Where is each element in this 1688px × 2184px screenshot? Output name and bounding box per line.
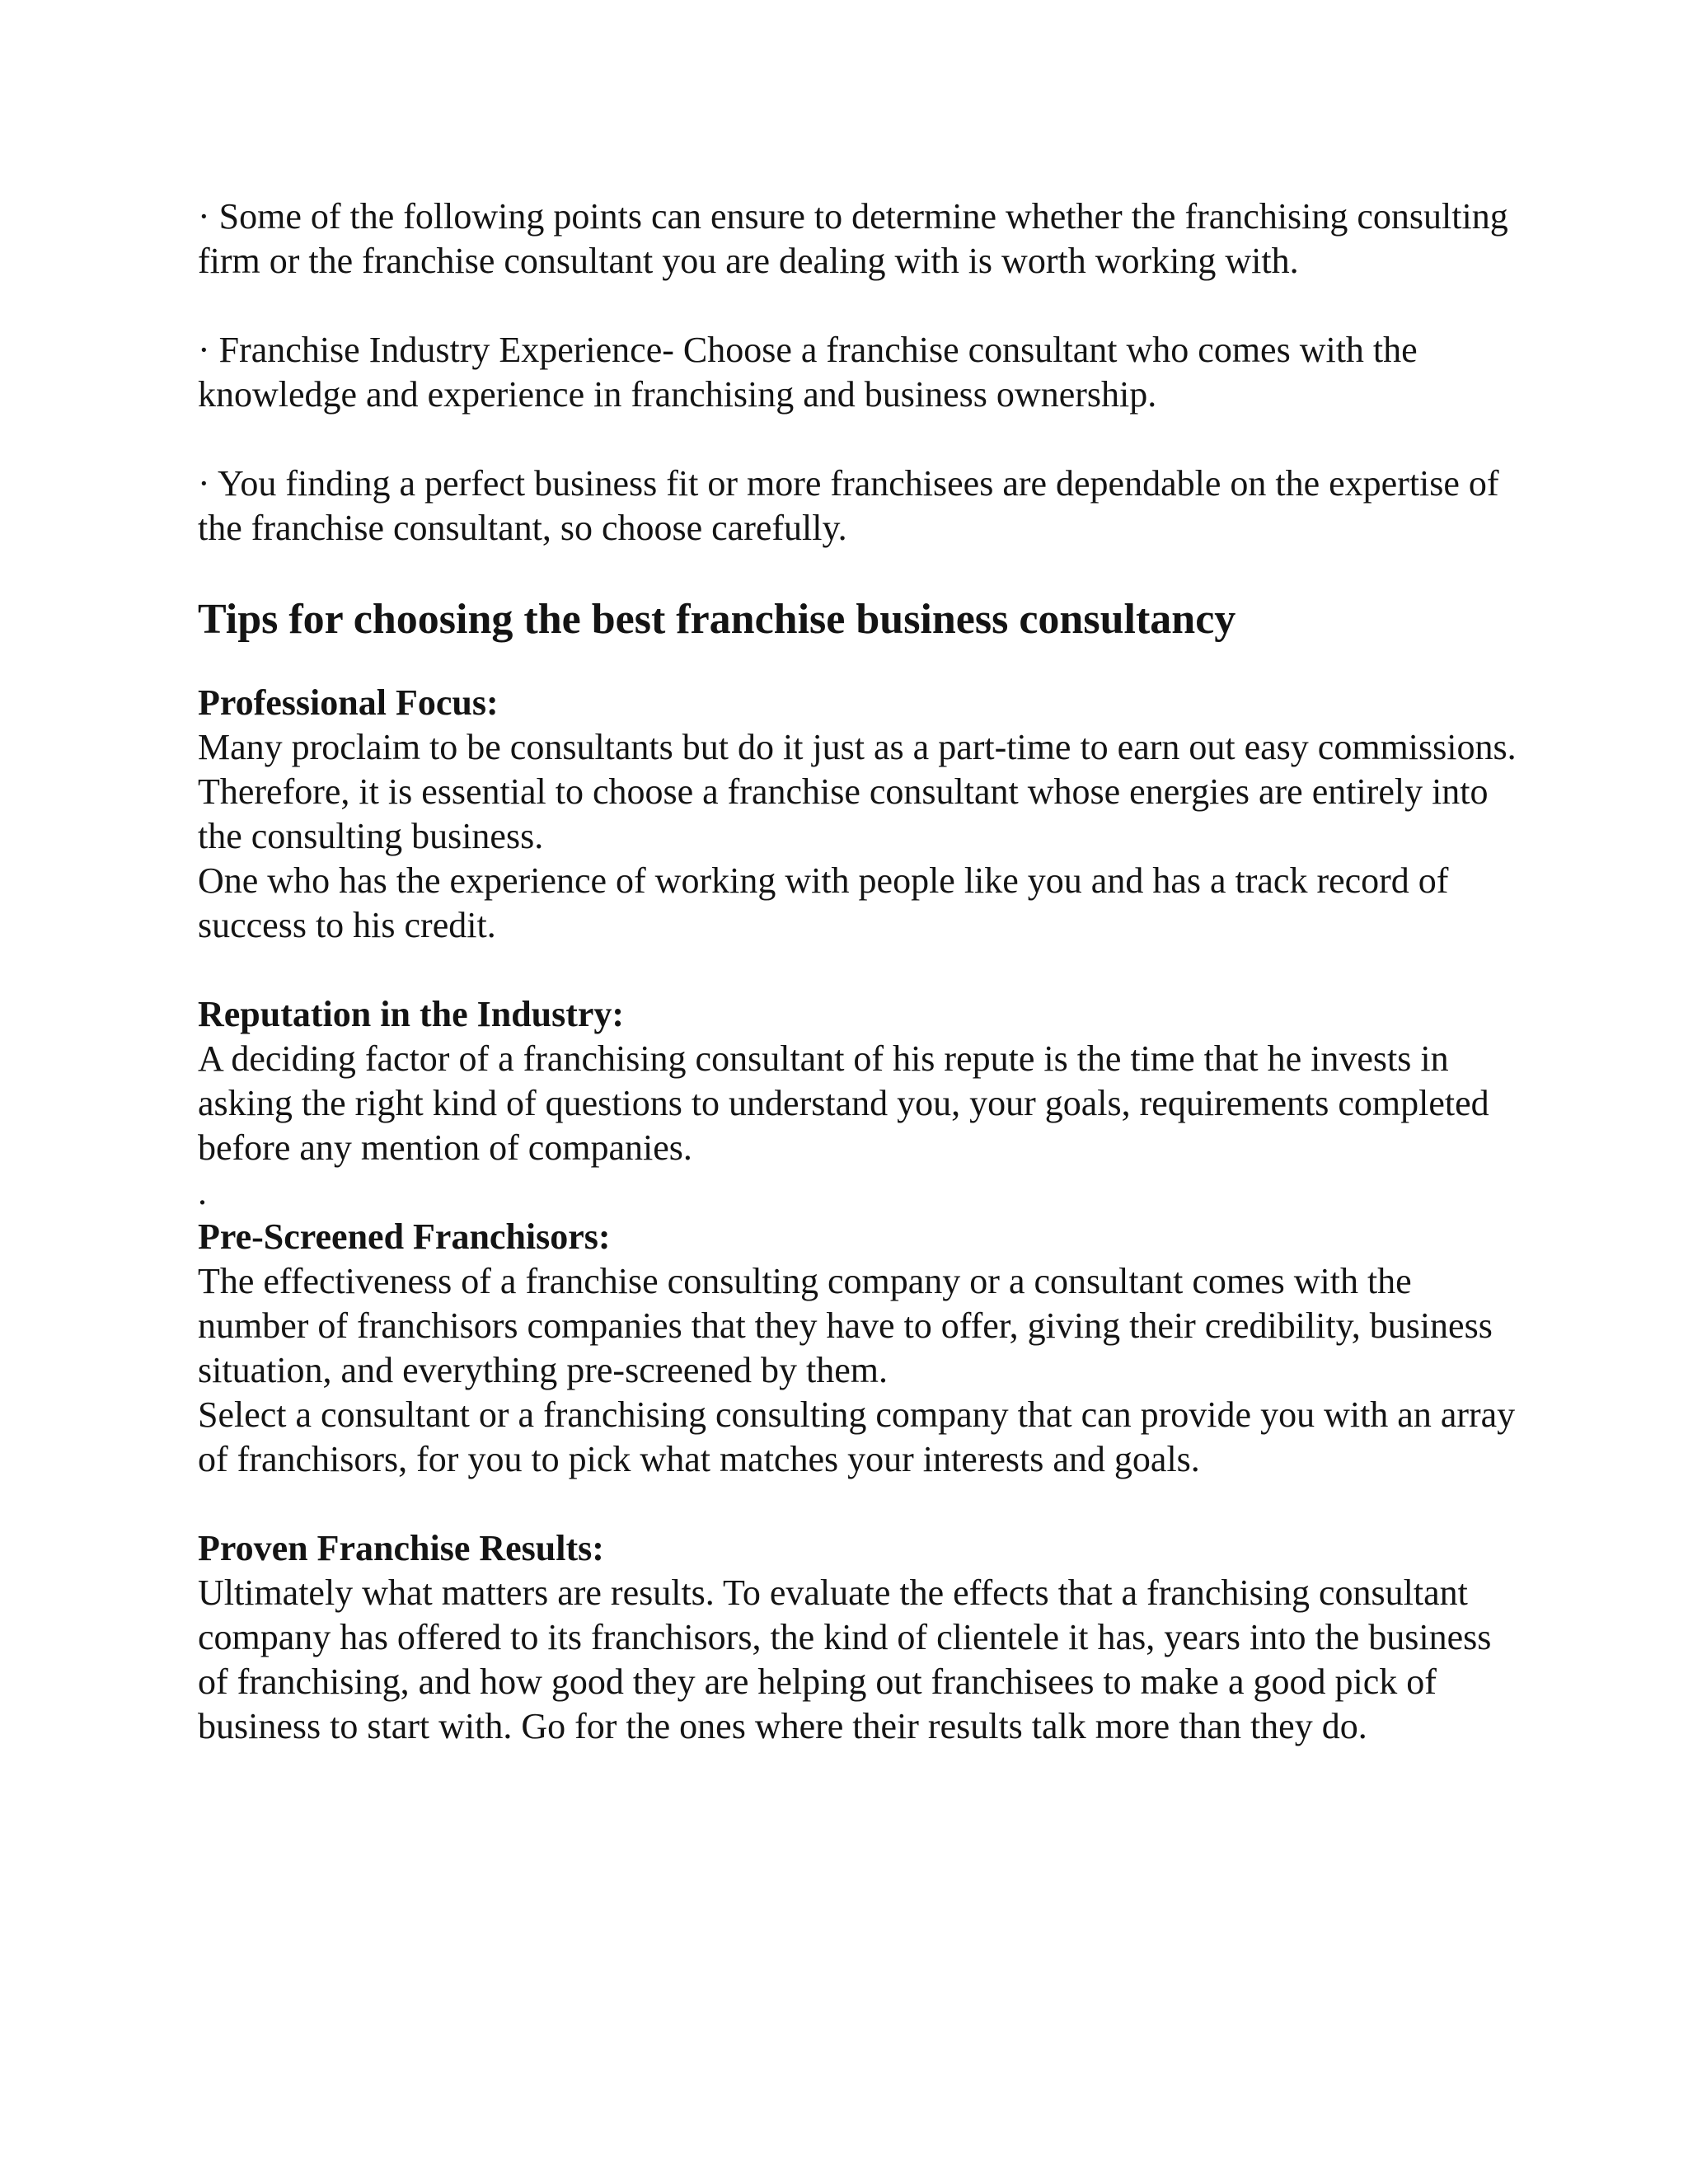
- section-title: Proven Franchise Results:: [198, 1528, 604, 1568]
- section-reputation: [198, 992, 1517, 1215]
- document-page: [198, 194, 1517, 1793]
- section-proven-results: [198, 1526, 1517, 1749]
- section-paragraph: Many proclaim to be consultants but do it just as a part-time to earn out easy commissions. Therefore, it is essential to choose a franchise consultant whose energies are entirely into the consulting business.: [198, 727, 1517, 856]
- section-paragraph: Ultimately what matters are results. To evaluate the effects that a franchising consultant company has offered to its franchisors, the kind of clientele it has, years into the business of franchising, and how good they are helping out franchisees to make a good pick of business to start with. Go for the ones where their results talk more than they do.: [198, 1572, 1492, 1746]
- section-paragraph: A deciding factor of a franchising consultant of his repute is the time that he invests in asking the right kind of questions to understand you, your goals, requirements completed before any mention of companies.: [198, 1038, 1489, 1168]
- section-professional-focus: [198, 681, 1517, 948]
- section-paragraph: One who has the experience of working with people like you and has a track record of success to his credit.: [198, 860, 1449, 945]
- stray-period: .: [198, 1172, 207, 1212]
- expertise-bullet: · You finding a perfect business fit or more franchisees are dependable on the expertise of the franchise consultant, so choose carefully.: [198, 463, 1499, 548]
- section-paragraph: The effectiveness of a franchise consulting company or a consultant comes with the number of franchisors companies that they have to offer, giving their credibility, business situation, and everything pre-screened by them.: [198, 1261, 1493, 1390]
- section-title: Reputation in the Industry:: [198, 994, 625, 1034]
- section-title: Professional Focus:: [198, 682, 499, 723]
- section-title: Pre-Screened Franchisors:: [198, 1216, 611, 1257]
- experience-bullet: · Franchise Industry Experience- Choose a franchise consultant who comes with the knowledge and experience in franchising and business ownership.: [198, 330, 1418, 415]
- section-paragraph: Select a consultant or a franchising consulting company that can provide you with an array of franchisors, for you to pick what matches your interests and goals.: [198, 1394, 1516, 1479]
- section-pre-screened: [198, 1215, 1517, 1482]
- intro-bullet: · Some of the following points can ensure to determine whether the franchising consulting firm or the franchise consultant you are dealing with is worth working with.: [198, 196, 1508, 281]
- section-heading: Tips for choosing the best franchise business consultancy: [198, 596, 1236, 643]
